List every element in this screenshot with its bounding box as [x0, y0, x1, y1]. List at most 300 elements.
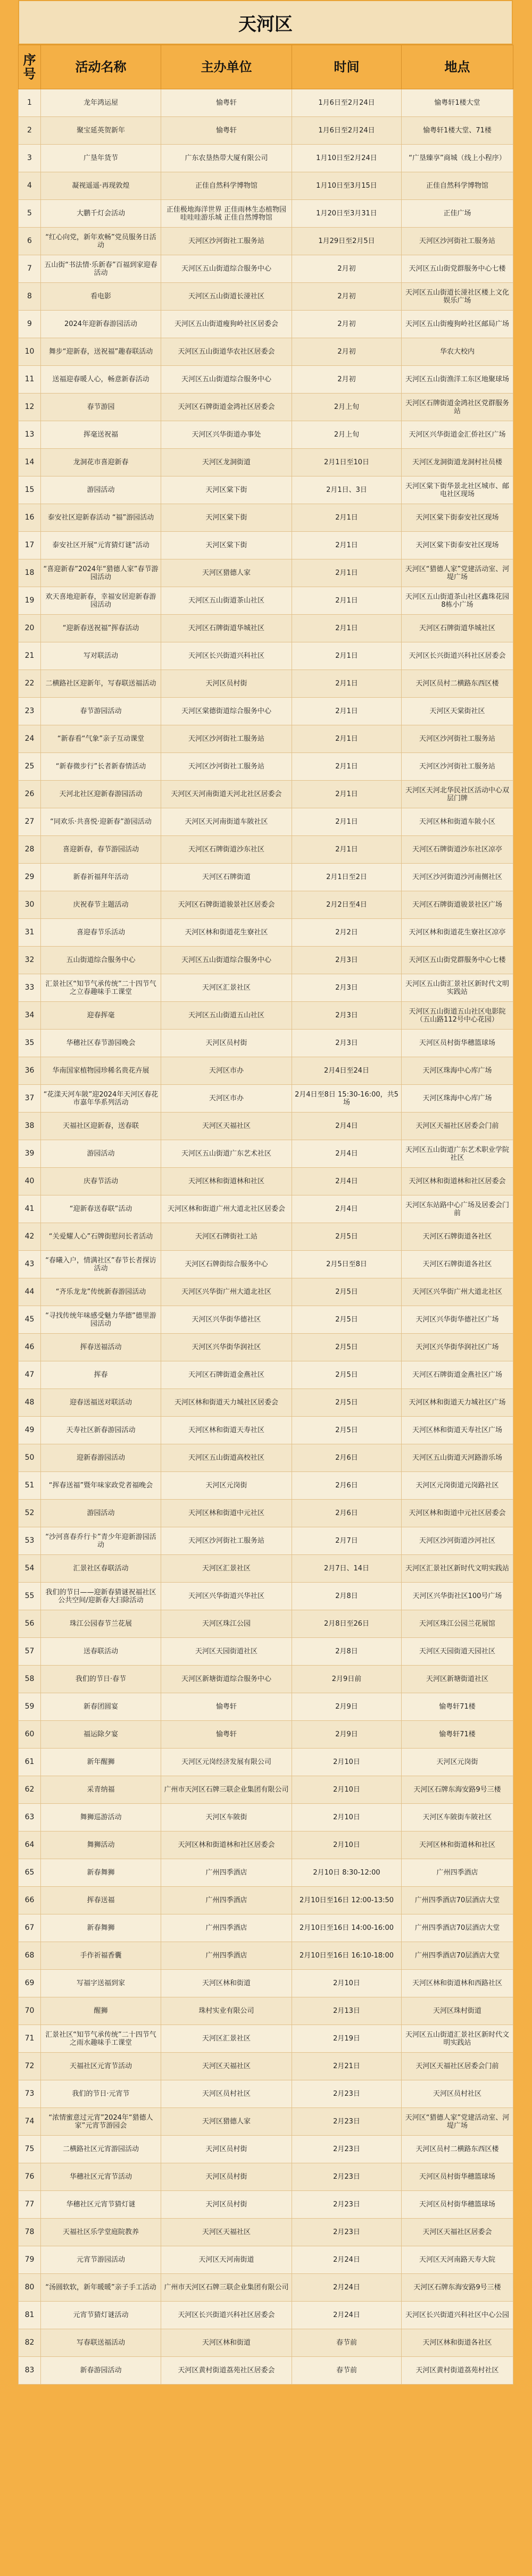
cell-activity-name: “关爱耀人心”石牌街慰问长者活动: [41, 1223, 161, 1251]
cell-location: 天河区员村二横路东西区楼: [402, 670, 513, 698]
cell-location: 天河区员村社区: [402, 2080, 513, 2108]
cell-organizer: 天河区石牌街综合服务中心: [161, 1251, 292, 1278]
cell-location: 天河区珠江公园兰花展馆: [402, 1610, 513, 1638]
cell-time: 2月1日至10日: [292, 449, 402, 476]
table-row: [19, 117, 513, 145]
cell-organizer: 天河区石牌街道: [161, 864, 292, 891]
cell-time: 2月23日: [292, 2136, 402, 2163]
cell-organizer: 愉粤轩: [161, 89, 292, 117]
cell-index: 35: [19, 1030, 41, 1057]
cell-location: 天河区五山街道广东艺术职业学院社区: [402, 1140, 513, 1168]
cell-organizer: 广州四季酒店: [161, 1914, 292, 1942]
cell-time: 春节前: [292, 2329, 402, 2357]
cell-organizer: 愉粤轩: [161, 1693, 292, 1721]
cell-location: 天河区珠海中心库广场: [402, 1057, 513, 1085]
cell-location: 天河区林和街道中元社区居委会: [402, 1500, 513, 1527]
cell-organizer: 天河区兴华街华德社区: [161, 1306, 292, 1334]
table-row: [19, 2274, 513, 2302]
cell-location: 天河区五山街瘦狗岭社区邮局广场: [402, 311, 513, 338]
cell-organizer: 天河区元岗街: [161, 1472, 292, 1500]
cell-index: 15: [19, 476, 41, 504]
cell-activity-name: 新春团圆宴: [41, 1693, 161, 1721]
cell-organizer: 广州市天河区石牌三联企业集团有限公司: [161, 1776, 292, 1804]
cell-organizer: 天河区天福社区: [161, 1113, 292, 1140]
cell-activity-name: 珠江公园春节兰花展: [41, 1610, 161, 1638]
cell-time: 2月5日至8日: [292, 1251, 402, 1278]
cell-activity-name: 送春联活动: [41, 1638, 161, 1666]
cell-index: 68: [19, 1942, 41, 1970]
cell-organizer: 天河区林和街道广州大道北社区居委会: [161, 1195, 292, 1223]
table-row: [19, 1389, 513, 1417]
cell-organizer: 天河区汇景社区: [161, 974, 292, 1002]
cell-organizer: 天河区兴华街道办事处: [161, 421, 292, 449]
cell-activity-name: 挥春送福活动: [41, 1334, 161, 1361]
cell-organizer: 广州四季酒店: [161, 1859, 292, 1887]
cell-time: 2月1日: [292, 781, 402, 808]
cell-organizer: 天河区长兴街道兴科社区居委会: [161, 2302, 292, 2329]
cell-time: 2月24日: [292, 2302, 402, 2329]
cell-location: 天河区五山街党群服务中心七楼: [402, 255, 513, 283]
cell-organizer: 天河区市办: [161, 1085, 292, 1113]
cell-index: 46: [19, 1334, 41, 1361]
cell-activity-name: 春节游园活动: [41, 698, 161, 725]
cell-time: 2月1日: [292, 670, 402, 698]
cell-location: 愉粤轩1楼大堂: [402, 89, 513, 117]
table-row: [19, 449, 513, 476]
cell-time: 1月20日至3月31日: [292, 200, 402, 228]
table-row: [19, 1997, 513, 2025]
cell-time: 2月3日: [292, 1030, 402, 1057]
cell-location: 天河区“猎德人家”党建活动室、河堤广场: [402, 2108, 513, 2136]
cell-activity-name: 写对联活动: [41, 642, 161, 670]
cell-location: 愉粤轩71楼: [402, 1721, 513, 1749]
cell-activity-name: 泰安社区迎新春活动 “福”游园活动: [41, 504, 161, 532]
cell-time: 2月10日至16日 12:00-13:50: [292, 1887, 402, 1914]
cell-location: 天河区石牌街道金鸿社区党群服务站: [402, 394, 513, 421]
cell-time: 2月上旬: [292, 394, 402, 421]
cell-organizer: 天河区棠下街: [161, 476, 292, 504]
cell-activity-name: 天福社区元宵节活动: [41, 2053, 161, 2080]
cell-location: 广州四季酒店70层酒店大堂: [402, 1887, 513, 1914]
table-row: [19, 1749, 513, 1776]
cell-index: 47: [19, 1361, 41, 1389]
table-row: [19, 89, 513, 117]
cell-time: 2月24日: [292, 2246, 402, 2274]
cell-location: 愉粤轩71楼: [402, 1693, 513, 1721]
cell-organizer: 天河区员村街: [161, 2163, 292, 2191]
cell-organizer: 天河区林和街道: [161, 2329, 292, 2357]
cell-activity-name: 游园活动: [41, 1140, 161, 1168]
cell-time: 1月10日至3月15日: [292, 172, 402, 200]
table-row: [19, 145, 513, 172]
cell-index: 39: [19, 1140, 41, 1168]
cell-index: 34: [19, 1002, 41, 1030]
cell-index: 52: [19, 1500, 41, 1527]
cell-location: 天河区五山街道长湴社区楼上文化娱乐广场: [402, 283, 513, 311]
page-title: 天河区: [18, 0, 513, 45]
cell-time: 1月10日至2月24日: [292, 145, 402, 172]
cell-index: 81: [19, 2302, 41, 2329]
table-row: [19, 338, 513, 366]
cell-organizer: 天河区林和街道花生寮社区: [161, 919, 292, 947]
table-row: [19, 753, 513, 781]
cell-index: 67: [19, 1914, 41, 1942]
cell-organizer: 天河区天福社区: [161, 2053, 292, 2080]
cell-activity-name: 挥春: [41, 1361, 161, 1389]
cell-location: 天河区石牌街道华城社区: [402, 615, 513, 642]
cell-index: 13: [19, 421, 41, 449]
cell-index: 59: [19, 1693, 41, 1721]
cell-index: 70: [19, 1997, 41, 2025]
table-row: [19, 587, 513, 615]
cell-time: 2月9日: [292, 1721, 402, 1749]
cell-organizer: 珠村实业有限公司: [161, 1997, 292, 2025]
cell-index: 4: [19, 172, 41, 200]
cell-activity-name: 写福字送福到家: [41, 1970, 161, 1997]
cell-activity-name: 汇景社区“知节气承传统”二十四节气之雨水趣味手工课堂: [41, 2025, 161, 2053]
cell-organizer: 天河区员村街: [161, 1030, 292, 1057]
cell-organizer: 天河区长兴街道兴科社区: [161, 642, 292, 670]
cell-time: 2月4日: [292, 1195, 402, 1223]
cell-location: 正佳自然科学博物馆: [402, 172, 513, 200]
table-row: [19, 2080, 513, 2108]
cell-organizer: 天河区五山街道综合服务中心: [161, 255, 292, 283]
cell-time: 2月10日: [292, 1776, 402, 1804]
cell-organizer: 天河区沙河街社工服务站: [161, 228, 292, 255]
cell-location: 天河区元岗街: [402, 1749, 513, 1776]
cell-location: 天河区五山街道汇景社区新时代文明实践站: [402, 2025, 513, 2053]
cell-organizer: 愉粤轩: [161, 1721, 292, 1749]
cell-location: 天河区天河北华民社区活动中心双层门牌: [402, 781, 513, 808]
cell-activity-name: “红心向党，新年欢畅”党员服务日活动: [41, 228, 161, 255]
table-row: [19, 532, 513, 559]
cell-activity-name: 喜迎春节乐活动: [41, 919, 161, 947]
cell-index: 5: [19, 200, 41, 228]
cell-organizer: 天河区员村街: [161, 2191, 292, 2219]
table-row: [19, 1168, 513, 1195]
cell-index: 41: [19, 1195, 41, 1223]
cell-index: 24: [19, 725, 41, 753]
events-table: [18, 45, 513, 2385]
cell-location: 天河区石牌东海安路9号三楼: [402, 2274, 513, 2302]
table-row: [19, 1970, 513, 1997]
cell-location: 天河区林和街道天寿社区广场: [402, 1417, 513, 1444]
cell-location: 天河区林和街道林和西路社区: [402, 1970, 513, 1997]
cell-index: 45: [19, 1306, 41, 1334]
cell-organizer: 天河区石牌街道金鸿社区居委会: [161, 394, 292, 421]
cell-organizer: 天河区棠下街: [161, 532, 292, 559]
cell-time: 2月4日至8日 15:30-16:00，共5场: [292, 1085, 402, 1113]
cell-index: 7: [19, 255, 41, 283]
cell-time: 2月2日至4日: [292, 891, 402, 919]
cell-index: 3: [19, 145, 41, 172]
table-row: [19, 1721, 513, 1749]
cell-activity-name: 挥毫送祝福: [41, 421, 161, 449]
cell-organizer: 天河区棠德街道综合服务中心: [161, 698, 292, 725]
cell-time: 2月1日: [292, 642, 402, 670]
cell-activity-name: 看电影: [41, 283, 161, 311]
cell-organizer: 天河区龙洞街道: [161, 449, 292, 476]
cell-index: 53: [19, 1527, 41, 1555]
table-row: [19, 1444, 513, 1472]
cell-index: 1: [19, 89, 41, 117]
cell-index: 16: [19, 504, 41, 532]
cell-location: 天河区黄村街道荔苑村社区: [402, 2357, 513, 2385]
cell-index: 80: [19, 2274, 41, 2302]
cell-location: 天河区棠下街泰安社区现场: [402, 532, 513, 559]
cell-location: 天河区“猎德人家”党建活动室、河堤广场: [402, 559, 513, 587]
cell-location: 天河区兴华街华润社区广场: [402, 1334, 513, 1361]
cell-time: 2月7日、14日: [292, 1555, 402, 1583]
cell-index: 14: [19, 449, 41, 476]
cell-activity-name: “新春看“气象”亲子互动课堂: [41, 725, 161, 753]
cell-location: 华农大校内: [402, 338, 513, 366]
cell-organizer: 广州四季酒店: [161, 1887, 292, 1914]
cell-activity-name: 天福社区乐学堂庭院教养: [41, 2219, 161, 2246]
cell-location: 天河区员村街华穗篮球场: [402, 1030, 513, 1057]
cell-activity-name: “迎新春送祝福”挥春活动: [41, 615, 161, 642]
cell-index: 17: [19, 532, 41, 559]
cell-index: 82: [19, 2329, 41, 2357]
table-row: [19, 394, 513, 421]
cell-activity-name: 庆春节活动: [41, 1168, 161, 1195]
cell-index: 60: [19, 1721, 41, 1749]
cell-index: 25: [19, 753, 41, 781]
cell-location: 天河区珠海中心库广场: [402, 1085, 513, 1113]
cell-time: 2月5日: [292, 1223, 402, 1251]
cell-location: 天河区长兴街道兴科社区居委会: [402, 642, 513, 670]
cell-location: 天河区长兴街道兴科社区中心公园: [402, 2302, 513, 2329]
cell-organizer: 天河区石牌街道骏景社区居委会: [161, 891, 292, 919]
cell-time: 2月2日: [292, 919, 402, 947]
cell-activity-name: 舞狮活动: [41, 1831, 161, 1859]
cell-time: 2月3日: [292, 974, 402, 1002]
cell-location: 天河区棠下街泰安社区现场: [402, 504, 513, 532]
cell-index: 6: [19, 228, 41, 255]
table-row: [19, 1057, 513, 1085]
cell-time: 2月1日: [292, 587, 402, 615]
cell-organizer: 天河区汇景社区: [161, 1555, 292, 1583]
cell-index: 26: [19, 781, 41, 808]
table-row: [19, 1417, 513, 1444]
cell-index: 33: [19, 974, 41, 1002]
table-row: [19, 172, 513, 200]
cell-time: 2月6日: [292, 1472, 402, 1500]
cell-organizer: 天河区猎德人家: [161, 559, 292, 587]
cell-index: 56: [19, 1610, 41, 1638]
table-row: [19, 1306, 513, 1334]
cell-time: 2月23日: [292, 2080, 402, 2108]
cell-location: 天河区五山街道天河路游乐场: [402, 1444, 513, 1472]
cell-index: 37: [19, 1085, 41, 1113]
cell-time: 2月7日: [292, 1527, 402, 1555]
cell-time: 2月6日: [292, 1500, 402, 1527]
cell-time: 2月23日: [292, 2108, 402, 2136]
cell-time: 2月10日: [292, 1831, 402, 1859]
cell-activity-name: 送福迎春暖人心，畅意新春活动: [41, 366, 161, 394]
cell-location: 天河区兴华街社区100号广场: [402, 1583, 513, 1610]
cell-organizer: 天河区员村社区: [161, 2080, 292, 2108]
cell-organizer: 广州市天河区石牌三联企业集团有限公司: [161, 2274, 292, 2302]
cell-activity-name: 迎新春游园活动: [41, 1444, 161, 1472]
cell-index: 30: [19, 891, 41, 919]
cell-organizer: 天河区珠江公园: [161, 1610, 292, 1638]
cell-index: 51: [19, 1472, 41, 1500]
cell-location: 天河区东站路中心广场及居委会门前: [402, 1195, 513, 1223]
table-row: [19, 781, 513, 808]
cell-index: 78: [19, 2219, 41, 2246]
cell-location: 广州四季酒店70层酒店大堂: [402, 1914, 513, 1942]
table-row: [19, 2108, 513, 2136]
cell-index: 69: [19, 1970, 41, 1997]
cell-index: 64: [19, 1831, 41, 1859]
cell-location: 天河区石牌街道骏景社区广场: [402, 891, 513, 919]
table-row: [19, 504, 513, 532]
cell-organizer: 天河区林和街道: [161, 1970, 292, 1997]
cell-location: 天河区五山街汇景社区新时代文明实践站: [402, 974, 513, 1002]
cell-time: 2月1日: [292, 753, 402, 781]
cell-time: 2月9日: [292, 1693, 402, 1721]
cell-organizer: 天河区天福社区: [161, 2219, 292, 2246]
cell-index: 2: [19, 117, 41, 145]
cell-index: 72: [19, 2053, 41, 2080]
cell-index: 10: [19, 338, 41, 366]
cell-activity-name: 我们的节日——迎新春猜谜祝福社区公共空间/迎新春大扫除活动: [41, 1583, 161, 1610]
cell-location: 天河区林和街道花生寮社区凉亭: [402, 919, 513, 947]
table-row: [19, 2357, 513, 2385]
cell-activity-name: 我们的节日·春节: [41, 1666, 161, 1693]
cell-index: 31: [19, 919, 41, 947]
cell-index: 22: [19, 670, 41, 698]
cell-location: “广垦臻享”商城（线上小程序）: [402, 145, 513, 172]
table-row: [19, 1693, 513, 1721]
cell-index: 49: [19, 1417, 41, 1444]
cell-time: 2月3日: [292, 947, 402, 974]
table-row: [19, 1002, 513, 1030]
cell-index: 65: [19, 1859, 41, 1887]
cell-activity-name: 五山街道综合服务中心: [41, 947, 161, 974]
cell-activity-name: 五山街“书法情·乐新春”百福到家迎春活动: [41, 255, 161, 283]
cell-activity-name: 汇景社区“知节气承传统”二十四节气之立春趣味手工课堂: [41, 974, 161, 1002]
cell-organizer: 天河区黄村街道荔苑社区居委会: [161, 2357, 292, 2385]
cell-index: 42: [19, 1223, 41, 1251]
cell-activity-name: 游园活动: [41, 1500, 161, 1527]
table-row: [19, 228, 513, 255]
table-row: [19, 919, 513, 947]
table-row: [19, 1030, 513, 1057]
cell-activity-name: 元宵节猜灯谜活动: [41, 2302, 161, 2329]
table-row: [19, 311, 513, 338]
cell-organizer: 天河区员村街: [161, 2136, 292, 2163]
cell-activity-name: 写春联送福活动: [41, 2329, 161, 2357]
cell-activity-name: “同欢乐·共喜悦·迎新春”游园活动: [41, 808, 161, 836]
cell-activity-name: “沙河喜春乔行卡”青少年迎新游园活动: [41, 1527, 161, 1555]
table-row: [19, 698, 513, 725]
table-row: [19, 1914, 513, 1942]
cell-time: 2月5日: [292, 1389, 402, 1417]
cell-time: 2月23日: [292, 2163, 402, 2191]
cell-index: 58: [19, 1666, 41, 1693]
cell-organizer: 天河区林和街道天力城社区居委会: [161, 1389, 292, 1417]
cell-index: 44: [19, 1278, 41, 1306]
cell-time: 1月6日至2月24日: [292, 89, 402, 117]
header-index: 序号: [19, 45, 41, 89]
table-row: [19, 2329, 513, 2357]
table-row: [19, 421, 513, 449]
table-row: [19, 615, 513, 642]
cell-time: 2月9日前: [292, 1666, 402, 1693]
cell-index: 8: [19, 283, 41, 311]
table-row: [19, 1195, 513, 1223]
cell-location: 天河区天棠街社区: [402, 698, 513, 725]
cell-location: 正佳广场: [402, 200, 513, 228]
cell-time: 2月5日: [292, 1361, 402, 1389]
cell-index: 32: [19, 947, 41, 974]
cell-activity-name: “迎新春送春联”活动: [41, 1195, 161, 1223]
cell-location: 天河区林和街道天力城社区广场: [402, 1389, 513, 1417]
cell-time: 2月8日: [292, 1638, 402, 1666]
cell-organizer: 广东农垦热带大厦有限公司: [161, 145, 292, 172]
table-row: [19, 642, 513, 670]
cell-index: 9: [19, 311, 41, 338]
cell-time: 2月1日: [292, 836, 402, 864]
cell-time: 2月初: [292, 311, 402, 338]
cell-organizer: 天河区兴华街道兴华社区: [161, 1583, 292, 1610]
cell-activity-name: “花漾天河车陂”迎2024年天河区春花市嘉年华系列活动: [41, 1085, 161, 1113]
cell-organizer: 天河区天河南街道车陂社区: [161, 808, 292, 836]
cell-time: 2月1日: [292, 559, 402, 587]
cell-location: 广州四季酒店: [402, 1859, 513, 1887]
cell-index: 20: [19, 615, 41, 642]
cell-activity-name: 聚宝延英贺新年: [41, 117, 161, 145]
cell-organizer: 天河区五山街道瘦狗岭社区居委会: [161, 311, 292, 338]
cell-location: 天河区兴华街华德社区广场: [402, 1306, 513, 1334]
cell-time: 春节前: [292, 2357, 402, 2385]
table-row: [19, 1472, 513, 1500]
header-location: 地点: [402, 45, 513, 89]
cell-location: 天河区石牌街道各社区: [402, 1251, 513, 1278]
cell-time: 2月初: [292, 255, 402, 283]
cell-location: 天河区珠村街道: [402, 1997, 513, 2025]
table-row: [19, 1278, 513, 1306]
table-header-row: [19, 45, 513, 89]
cell-organizer: 天河区林和街道林和社区居委会: [161, 1831, 292, 1859]
table-row: [19, 2302, 513, 2329]
cell-index: 18: [19, 559, 41, 587]
cell-time: 2月4日: [292, 1113, 402, 1140]
cell-activity-name: 天寿社区新春游园活动: [41, 1417, 161, 1444]
cell-activity-name: 福运除夕宴: [41, 1721, 161, 1749]
cell-activity-name: 华穗社区元宵节猜灯谜: [41, 2191, 161, 2219]
table-row: [19, 1638, 513, 1666]
cell-activity-name: 新春游园活动: [41, 2357, 161, 2385]
table-row: [19, 725, 513, 753]
table-row: [19, 283, 513, 311]
cell-location: 天河区石牌街道沙东社区凉亭: [402, 836, 513, 864]
cell-index: 76: [19, 2163, 41, 2191]
cell-index: 74: [19, 2108, 41, 2136]
cell-organizer: 天河区车陂街: [161, 1804, 292, 1831]
cell-organizer: 天河区五山街道综合服务中心: [161, 947, 292, 974]
cell-organizer: 天河区五山街道长湴社区: [161, 283, 292, 311]
table-row: [19, 1085, 513, 1113]
cell-time: 2月1日至2日: [292, 864, 402, 891]
table-row: [19, 255, 513, 283]
cell-organizer: 天河区五山街道高校社区: [161, 1444, 292, 1472]
cell-activity-name: 华穗社区元宵节活动: [41, 2163, 161, 2191]
cell-location: 天河区车陂街车陂社区: [402, 1804, 513, 1831]
cell-activity-name: 醒狮: [41, 1997, 161, 2025]
